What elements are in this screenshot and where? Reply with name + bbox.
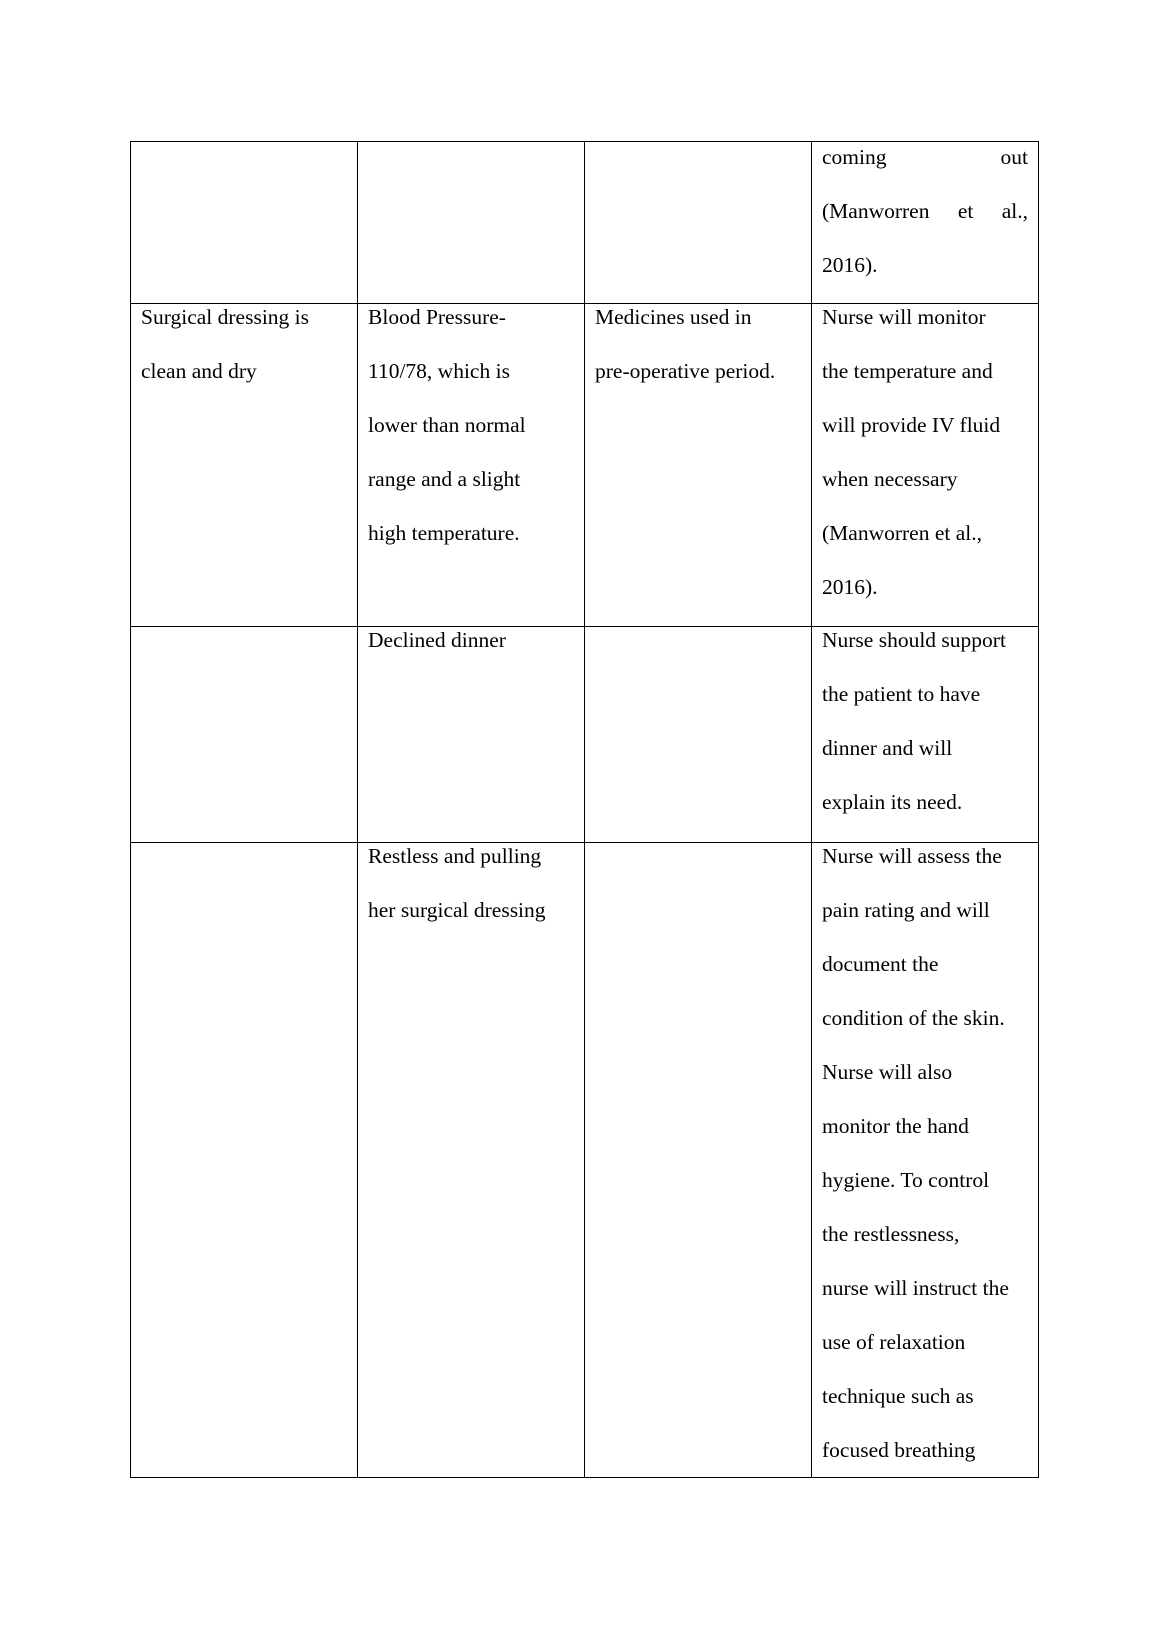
text-line [822, 238, 1028, 292]
word: al., [1001, 199, 1028, 223]
cell-text: Nurse should support the patient to have dinner and will explain its need. [822, 628, 1006, 814]
table-cell [585, 304, 812, 627]
word: 2016). [822, 253, 878, 277]
table-cell [585, 142, 812, 304]
table-cell [358, 627, 585, 843]
text-line [822, 142, 1028, 185]
cell-text: Medicines used in pre-operative period. [595, 305, 776, 383]
table-cell [131, 304, 358, 627]
word: coming [822, 145, 887, 169]
word: et [957, 199, 974, 223]
table-row [131, 304, 1039, 627]
table-row [131, 142, 1039, 304]
word: (Manworren [822, 199, 930, 223]
table-cell [131, 142, 358, 304]
word: out [1000, 145, 1028, 169]
cell-text: Blood Pressure- 110/78, which is lower than normal range and a slight high temperature. [368, 305, 526, 545]
text-line [822, 184, 1028, 238]
table-cell [812, 142, 1039, 304]
table-cell [358, 843, 585, 1478]
table-cell [812, 627, 1039, 843]
cell-text: Declined dinner [368, 628, 506, 652]
cell-text: Restless and pulling her surgical dressing [368, 844, 546, 922]
cell-text: Nurse will monitor the temperature and will provide IV fluid when necessary (Manworren et al., 2016). [822, 305, 1001, 599]
table-cell [812, 304, 1039, 627]
care-plan-table [130, 141, 1039, 1478]
table-cell [358, 142, 585, 304]
table-row [131, 627, 1039, 843]
table-cell [585, 627, 812, 843]
cell-text: Nurse will assess the pain rating and will document the condition of the skin. Nurse will also monitor the hand hygiene. To control the restlessness, nurse will instruct the use of relaxation technique such as focused breathing [822, 844, 1009, 1462]
cell-text: Surgical dressing is clean and dry [141, 305, 310, 383]
justified-paragraph [822, 142, 1028, 293]
table-cell [812, 843, 1039, 1478]
table-row [131, 843, 1039, 1478]
table-cell [585, 843, 812, 1478]
table-cell [131, 843, 358, 1478]
table-cell [131, 627, 358, 843]
table-cell [358, 304, 585, 627]
